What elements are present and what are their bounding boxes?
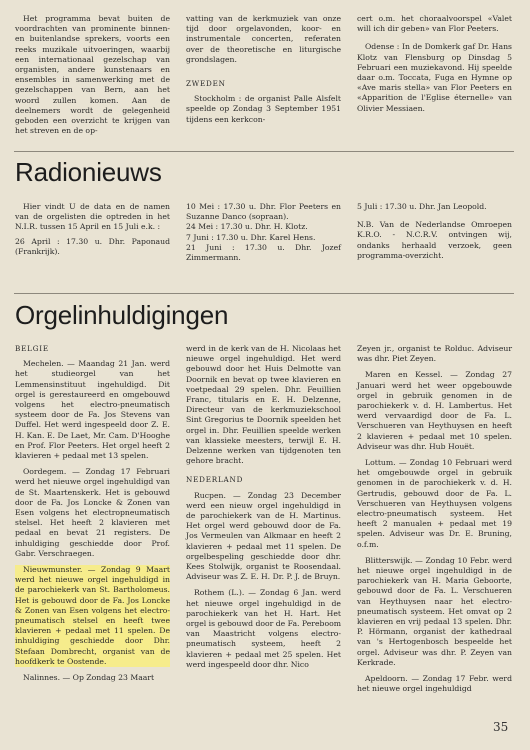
radio-item: 24 Mei : 17.30 u. Dhr. H. Klotz.: [186, 222, 308, 232]
radio-item: 7 Juni : 17.30 u. Dhr. Karel Hens.: [186, 232, 316, 242]
intro-paragraph: cert o.m. het choraalvoorspel «Valet will ich dir geben» van Flor Peeters.: [357, 14, 512, 34]
article-paragraph: Rothem (L.). — Zondag 6 Jan. werd het nieuwe orgel ingehuldigd in de parochiekerk van het H. Hart. Het orgel is gebouwd door de Fa. Pereboom van Maastricht volgens electro-pneumatisch systeem, heeft 2 klavieren + pedaal met 25 spelen. Het werd ingespeeld door dhr. Nico: [186, 588, 341, 669]
section-label-nederland: NEDERLAND: [186, 475, 244, 485]
section-label-zweden: ZWEDEN: [186, 79, 226, 89]
intro-paragraph: vatting van de kerkmuziek van onze tijd door orgelavonden, koor- en instrumentale concerten, referaten over de theoretische en liturgische grondslagen.: [186, 14, 341, 64]
radio-column-1: [15, 202, 170, 257]
intro-column-2: [186, 14, 341, 125]
article-paragraph: Lottum. — Zondag 10 Februari werd het omgebouwde orgel in gebruik genomen in de parochiekerk v. d. H. Gertrudis, gebouwd door de Fa. L. Verschueren van Heythuysen volgens electro-pneumatisch systeem. Het heeft 2 manualen + pedaal met 19 spelen. Adviseur was Dr. E. Bruning, o.f.m.: [357, 458, 512, 549]
inhuldigingen-column-3: [357, 344, 512, 695]
article-paragraph: Rucpen. — Zondag 23 December werd een nieuw orgel ingehuldigd in de parochiekerk van de H. Martinus. Het orgel werd gebouwd door de Fa. Jos Vermeulen van Alkmaar en heeft 2 klavieren + pedaal met 11 spelen. De orgelbespeling geschiedde door dhr. Kees Stolwijk, organist te Roosendaal. Adviseur was Z. E. H. Dr. P. J. de Bruyn.: [186, 490, 341, 582]
article-paragraph: Zeyen jr., organist te Rolduc. Adviseur was dhr. Piet Zeyen.: [357, 344, 512, 364]
radio-item: 26 April : 17.30 u. Dhr. Paponaud (Frankrijk).: [15, 236, 170, 256]
radio-column-2: [186, 202, 341, 263]
inhuldigingen-column-2: [186, 344, 341, 670]
section-label-belgie: BELGIE: [15, 344, 49, 353]
article-paragraph: Oordegem. — Zondag 17 Februari werd het nieuwe orgel ingehuldigd van de St. Maartenskerk. Het is gebouwd door de Fa. Jos Loncke & Zonen van Esen volgens het electropneumatisch stelsel. Het heeft 2 klavieren met pedaal en bevat 21 registers. De inhuldiging geschiedde door Prof. Gabr. Verschraegen.: [15, 467, 170, 558]
intro-column-1: [15, 14, 170, 136]
section-divider: [14, 151, 514, 152]
radio-item: 21 Juni : 17.30 u. Dhr. Jozef Zimmermann.: [186, 242, 341, 263]
article-paragraph: Blitterswijk. — Zondag 10 Febr. werd het nieuwe orgel ingehuldigd in de parochiekerk van H. Maria Geboorte, gebouwd door de Fa. L. Verschueren van Heythuysen naar het electro-pneumatisch systeem. Het omvat op 2 klavieren en vrij pedaal 13 spelen. Dhr. P. Hörmann, organist der kathedraal van 's Hertogenbosch bespeelde het orgel. Adviseur was dhr. P. Zeyen van Kerkrade.: [357, 555, 512, 667]
intro-column-3: [357, 14, 512, 114]
odense-paragraph: Odense : In de Domkerk gaf Dr. Hans Klotz van Flensburg op Dinsdag 5 Februari een muziekavond. Hij speelde daar o.m. Toccata, Fuga en Hymne op «Ave maris stella» van Flor Peeters en «Apparition de l'Eglise éternelle» van Olivier Messiaen.: [357, 42, 512, 113]
inhuldigingen-column-1: [15, 344, 170, 683]
radio-intro: Hier vindt U de data en de namen van de orgelisten die optreden in het N.I.R. tussen 15 April en 15 Juli e.k. :: [15, 202, 170, 232]
radio-column-3: [357, 202, 512, 261]
page-number: 35: [493, 720, 509, 734]
orgelinhuldigingen-heading: Orgelinhuldigingen: [15, 300, 229, 330]
intro-paragraph: Het programma bevat buiten de voordrachten van prominente binnen- en buitenlandse sprekers, voorts een reeks muzikale uitvoeringen, waarbij een internationaal gezelschap van organisten, andere kunstenaars en ensembles in samenwerking met de gezelschappen van Bern, aan het woord zullen komen. Aan de deelnemers wordt de gelegenheid geboden een overzicht te krijgen van het streven en de op-: [15, 14, 170, 136]
highlighted-article-paragraph: Nieuwmunster. — Zondag 9 Maart werd het nieuwe orgel ingehuldigd in de parochiekerk van St. Bartholomeus. Het is gebouwd door de Fa. Jos Loncke & Zonen van Esen volgens het electro-pneumatisch stelsel en heeft twee klavieren + pedaal met 11 spelen. De inhuldiging geschiedde door Dhr. Stefaan Dombrecht, organist van de hoofdkerk te Oostende.: [15, 565, 170, 666]
radio-note: N.B. Van de Nederlandse Omroepen K.R.O. - N.C.R.V. ontvingen wij, ondanks herhaald verzoek, geen programma-overzicht.: [357, 220, 512, 260]
radio-item: 10 Mei : 17.30 u. Dhr. Flor Peeters en Suzanne Danco (sopraan).: [186, 202, 341, 222]
article-paragraph: Apeldoorn. — Zondag 17 Febr. werd het nieuwe orgel ingehuldigd: [357, 674, 512, 694]
zweden-paragraph: Stockholm : de organist Palle Alsfelt speelde op Zondag 3 September 1951 tijdens een kerkcon-: [186, 94, 341, 124]
article-paragraph: Mechelen. — Maandag 21 Jan. werd het studieorgel van het Lemmensinstituut ingehuldigd. Dit orgel is gerestaureerd en omgebouwd volgens het electro-pneumatisch systeem door de Fa. Jos Stevens van Duffel. Het werd ingespeeld door Z. E. H. Kan. E. De Laet, Mr. Cam. D'Hooghe en Prof. Flor Peeters. Het orgel heeft 2 klavieren + pedaal met 13 spelen.: [15, 359, 170, 461]
article-paragraph: werd in de kerk van de H. Nicolaas het nieuwe orgel ingehuldigd. Het werd gebouwd door het Huis Delmotte van Doornik en bevat op twee klavieren en voetpedaal 29 spelen. Dhr. Feuillien Franc, titularis en E. H. Delzenne, Directeur van de kerkmuziekschool Sint Gregorius te Doornik speelden het orgel in. Dhr. Feuillien speelde werken van klassieke meesters, terwijl E. H. Delzenne werken van tijdgenoten ten gehore bracht.: [186, 344, 341, 466]
section-divider: [14, 293, 514, 294]
radionieuws-heading: Radionieuws: [15, 157, 162, 187]
radio-item: 5 Juli : 17.30 u. Dhr. Jan Leopold.: [357, 202, 487, 211]
article-paragraph: Nalinnes. — Op Zondag 23 Maart: [23, 673, 155, 683]
article-paragraph: Maren en Kessel. — Zondag 27 Januari werd het weer opgebouwde orgel in gebruik genomen in de parochiekerk v. d. H. Lambertus. Het werd vervaardigd door de Fa. L. Verschueren van Heythuysen en heeft 2 klavieren + pedaal met 10 spelen. Adviseur was dhr. Hub Houët.: [357, 370, 512, 451]
